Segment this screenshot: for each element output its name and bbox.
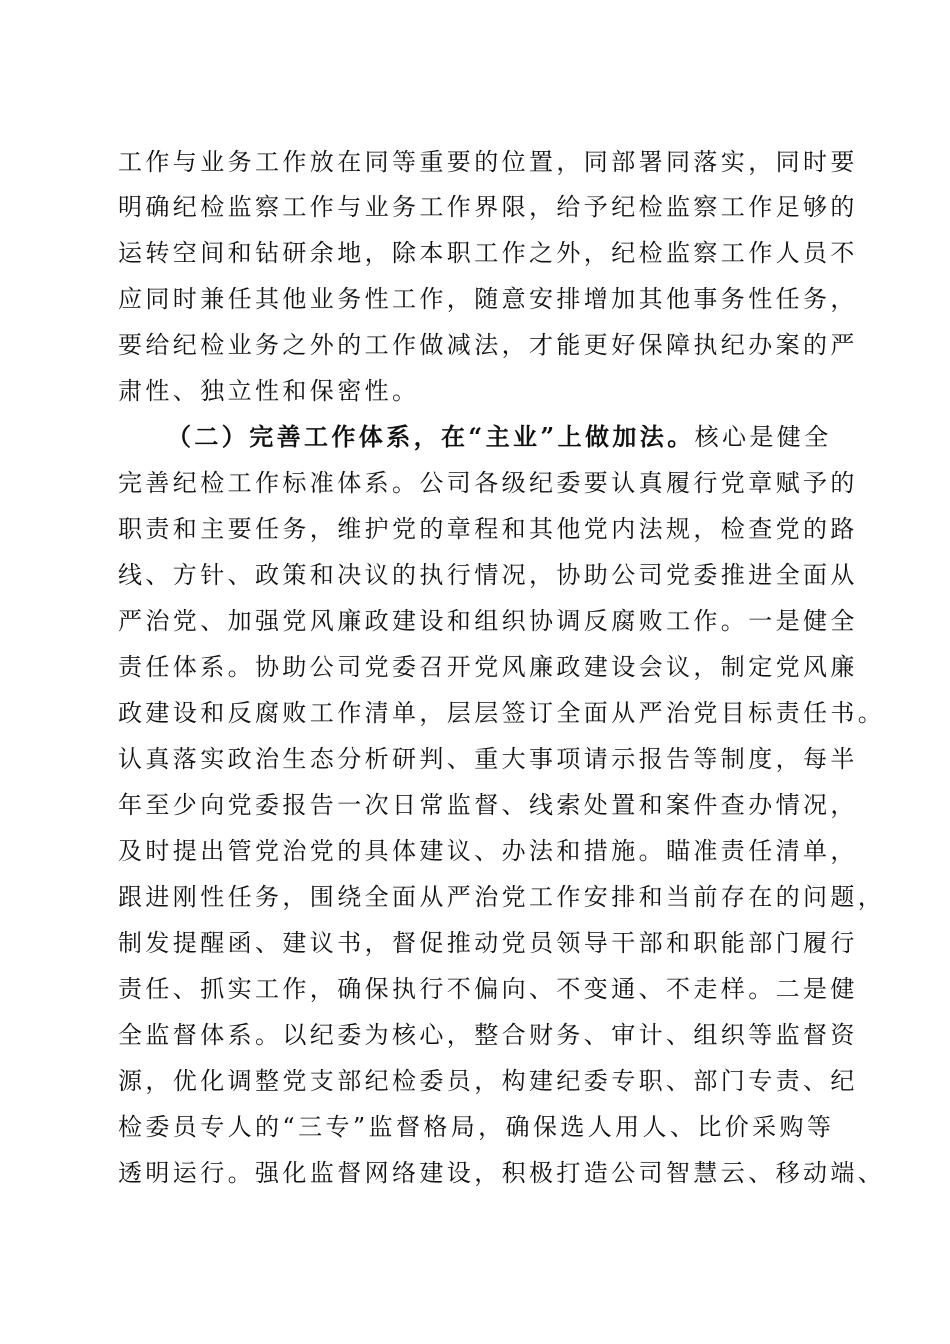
section-heading-line bbox=[167, 422, 837, 452]
text-line: 要给纪检业务之外的工作做减法，才能更好保障执纪办案的严 bbox=[118, 331, 858, 359]
text-line: 肃性、独立性和保密性。 bbox=[118, 377, 420, 405]
text-line: 明确纪检监察工作与业务工作界限，给予纪检监察工作足够的 bbox=[118, 193, 858, 221]
text-line: 应同时兼任其他业务性工作，随意安排增加其他事务性任务， bbox=[118, 285, 858, 313]
text-line: 职责和主要任务，维护党的章程和其他党内法规，检查党的路 bbox=[118, 515, 858, 543]
text-line: 线、方针、政策和决议的执行情况，协助公司党委推进全面从 bbox=[118, 561, 858, 589]
text-run: 核心是健全 bbox=[694, 423, 832, 451]
section-heading: （二）完善工作体系，在“主业”上做加法。 bbox=[167, 422, 695, 451]
text-line: 制发提醒函、建议书，督促推动党员领导干部和职能部门履行 bbox=[118, 929, 858, 957]
text-line: 完善纪检工作标准体系。公司各级纪委要认真履行党章赋予的 bbox=[118, 469, 858, 497]
text-line: 严治党、加强党风廉政建设和组织协调反腐败工作。一是健全 bbox=[118, 607, 858, 635]
text-line: 责任、抓实工作，确保执行不偏向、不变通、不走样。二是健 bbox=[118, 975, 858, 1003]
text-line: 检委员专人的“三专”监督格局，确保选人用人、比价采购等 bbox=[118, 1113, 835, 1141]
text-line: 跟进刚性任务，围绕全面从严治党工作安排和当前存在的问题， bbox=[118, 883, 886, 911]
text-line: 及时提出管党治党的具体建议、办法和措施。瞄准责任清单， bbox=[118, 837, 858, 865]
text-line: 全监督体系。以纪委为核心，整合财务、审计、组织等监督资 bbox=[118, 1021, 858, 1049]
text-line: 认真落实政治生态分析研判、重大事项请示报告等制度，每半 bbox=[118, 745, 858, 773]
text-line: 透明运行。强化监督网络建设，积极打造公司智慧云、移动端、 bbox=[118, 1159, 886, 1187]
text-line: 年至少向党委报告一次日常监督、线索处置和案件查办情况， bbox=[118, 791, 858, 819]
text-line: 工作与业务工作放在同等重要的位置，同部署同落实，同时要 bbox=[118, 148, 858, 176]
text-line: 责任体系。协助公司党委召开党风廉政建设会议，制定党风廉 bbox=[118, 653, 858, 681]
text-line: 政建设和反腐败工作清单，层层签订全面从严治党目标责任书。 bbox=[118, 699, 886, 727]
text-line: 运转空间和钻研余地，除本职工作之外，纪检监察工作人员不 bbox=[118, 239, 858, 267]
text-line: 源，优化调整党支部纪检委员，构建纪委专职、部门专责、纪 bbox=[118, 1067, 858, 1095]
